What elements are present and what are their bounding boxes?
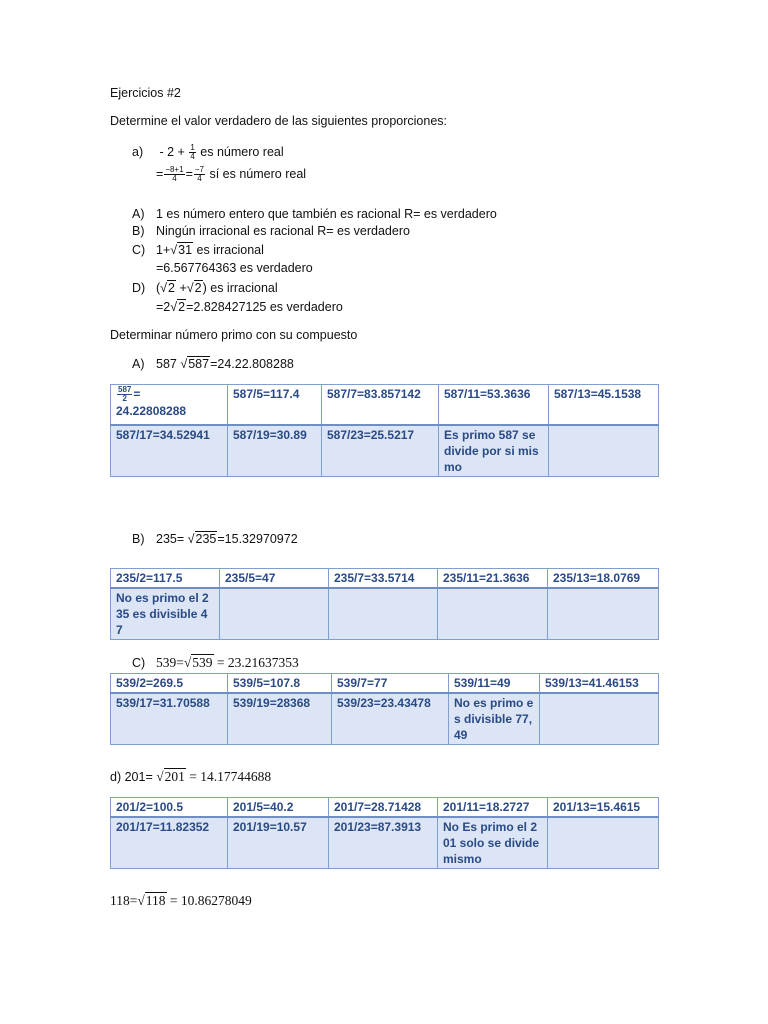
fraction: $\frac{-7}{4}$: [194, 165, 204, 183]
list-item-D: D) (√2 +√2) es irracional: [132, 281, 278, 295]
table-cell: 201/11=18.2727: [438, 798, 548, 818]
list-item-D-line2: =2√2=2.828427125 es verdadero: [156, 300, 343, 314]
table-row: [111, 588, 659, 640]
table-cell: 587/19=30.89: [228, 425, 322, 477]
item-a-suffix: es número real: [200, 144, 284, 159]
table-cell: [549, 425, 659, 477]
division-table-B: [110, 568, 659, 640]
table-cell: 539/11=49: [449, 674, 540, 694]
item-a: [132, 144, 284, 161]
table-cell: 539/23=23.43478: [332, 693, 449, 745]
sqrt-symbol: √201: [156, 769, 185, 784]
table-row: [111, 385, 659, 425]
table-cell: 235/2=117.5: [111, 569, 220, 589]
table-cell: No es primo el 235 es divisible 47: [111, 588, 220, 640]
fraction: $\frac{1}{4}$: [190, 143, 195, 161]
table-cell: 539/19=28368: [228, 693, 332, 745]
table-cell: 587/7=83.857142: [322, 385, 439, 425]
table-cell: 539/2=269.5: [111, 674, 228, 694]
table-cell: No Es primo el 201 solo se divide mismo: [438, 817, 548, 869]
table-row: [111, 817, 659, 869]
table-cell: 587/11=53.3636: [439, 385, 549, 425]
table-cell: 201/7=28.71428: [329, 798, 438, 818]
table-cell: 587/23=25.5217: [322, 425, 439, 477]
division-table-A: [110, 384, 659, 477]
table-cell: 235/13=18.0769: [548, 569, 659, 589]
item-a-prefix: - 2 +: [159, 144, 185, 159]
sqrt-symbol: √2: [186, 281, 202, 295]
list-item-C: C) 1+√31 es irracional: [132, 243, 264, 257]
table-cell: [548, 588, 659, 640]
list-item-C-line2: =6.567764363 es verdadero: [156, 261, 313, 275]
sqrt-symbol: √587: [180, 357, 210, 371]
sqrt-symbol: √2: [170, 300, 186, 314]
table-cell: [548, 817, 659, 869]
table-cell: 201/19=10.57: [228, 817, 329, 869]
sqrt-symbol: √2: [160, 281, 175, 295]
fraction: $\frac{-8+1}{4}$: [165, 165, 184, 183]
sqrt-symbol: √31: [170, 243, 193, 257]
section-d-heading: d) 201= √201 = 14.17744688: [110, 769, 272, 784]
sqrt-symbol: √118: [137, 893, 166, 908]
section-C-heading: C) 539=√539 = 23.21637353: [132, 655, 299, 670]
table-row: [111, 674, 659, 694]
item-a-line2: = $\frac{-8+1}{4}$ = $\frac{-7}{4}$ sí es número real: [156, 165, 307, 183]
document-title: Ejercicios #2: [110, 86, 181, 100]
fraction: $\frac{587}{2}$: [118, 385, 132, 404]
sqrt-symbol: √235: [187, 532, 217, 546]
table-cell: No es primo es divisible 77,49: [449, 693, 540, 745]
table-cell: 539/5=107.8: [228, 674, 332, 694]
table-cell: 539/13=41.46153: [540, 674, 659, 694]
prompt-text: Determine el valor verdadero de las siguientes proporciones:: [110, 114, 447, 128]
division-table-C: [110, 673, 659, 745]
table-cell: 201/17=11.82352: [111, 817, 228, 869]
list-item-B: B) Ningún irracional es racional R= es verdadero: [132, 224, 410, 238]
table-cell: 235/7=33.5714: [329, 569, 438, 589]
table-cell: $\frac{587}{2}$ = 24.22808288: [111, 385, 228, 425]
table-cell: 201/23=87.3913: [329, 817, 438, 869]
item-marker: a): [132, 144, 144, 159]
table-cell: [438, 588, 548, 640]
section-A-heading: A) 587 √587=24.22.808288: [132, 357, 294, 371]
section-B-heading: B) 235= √235=15.32970972: [132, 532, 298, 546]
final-equation: 118=√118 = 10.86278049: [110, 893, 252, 908]
table-cell: [220, 588, 329, 640]
table-row: [111, 569, 659, 589]
table-cell: 235/5=47: [220, 569, 329, 589]
table-cell: 587/5=117.4: [228, 385, 322, 425]
list-item-A: A) 1 es número entero que también es racional R= es verdadero: [132, 207, 497, 221]
table-cell: 539/7=77: [332, 674, 449, 694]
table-row: [111, 798, 659, 818]
table-row: [111, 425, 659, 477]
table-cell: 201/2=100.5: [111, 798, 228, 818]
table-cell: 201/5=40.2: [228, 798, 329, 818]
table-row: [111, 693, 659, 745]
table-cell: 587/13=45.1538: [549, 385, 659, 425]
table-cell: 539/17=31.70588: [111, 693, 228, 745]
section-title: Determinar número primo con su compuesto: [110, 328, 358, 342]
table-cell: [329, 588, 438, 640]
table-cell: Es primo 587 se divide por si mismo: [439, 425, 549, 477]
division-table-d: [110, 797, 659, 869]
table-cell: 235/11=21.3636: [438, 569, 548, 589]
sqrt-symbol: √539: [183, 655, 213, 670]
table-cell: 587/17=34.52941: [111, 425, 228, 477]
table-cell: [540, 693, 659, 745]
table-cell: 201/13=15.4615: [548, 798, 659, 818]
